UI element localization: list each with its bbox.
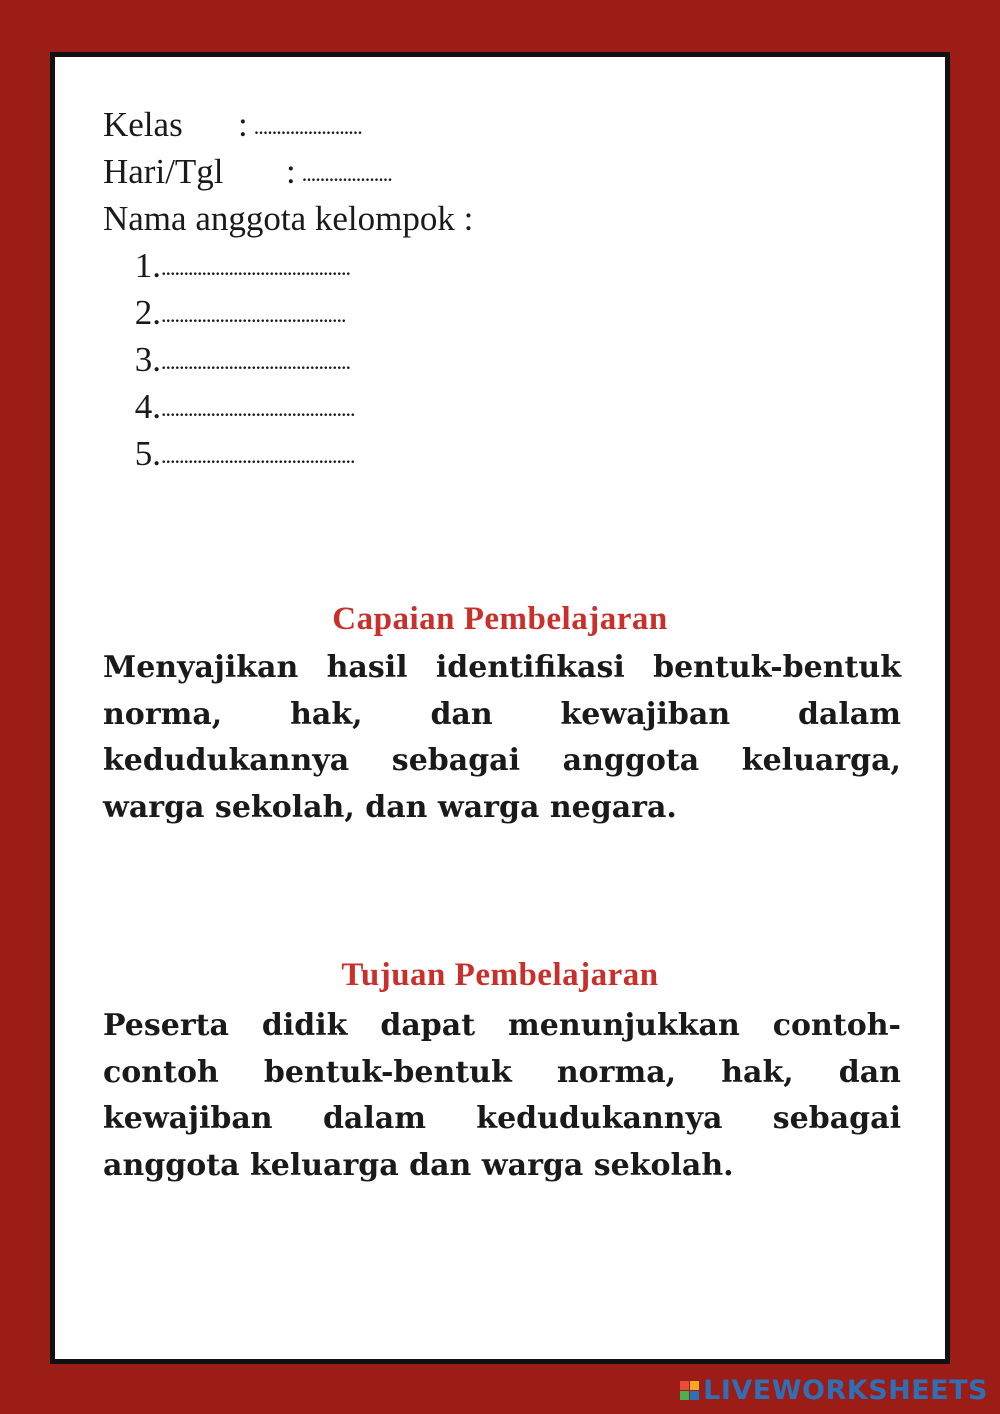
- hari-label: Hari/Tgl: [103, 152, 224, 191]
- anggota-label: Nama anggota kelompok :: [103, 199, 474, 238]
- capaian-title: Capaian Pembelajaran: [332, 601, 668, 637]
- tujuan-body: Peserta didik dapat menunjukkan contoh-contoh bentuk-bentuk norma, hak, dan kewajiban dalam kedudukannya sebagai anggota keluarga dan warga sekolah.: [103, 1008, 901, 1183]
- watermark-text: LIVEWORKSHEETS: [703, 1375, 988, 1406]
- liveworksheets-watermark[interactable]: [680, 1375, 988, 1406]
- member-item: [103, 242, 473, 289]
- member-field[interactable]: ..........................................: [161, 349, 350, 374]
- anggota-row: [103, 195, 473, 242]
- member-item: [103, 336, 473, 383]
- student-info: [103, 101, 473, 477]
- hari-row: [103, 148, 473, 195]
- kelas-row: [103, 101, 473, 148]
- member-list: [103, 242, 473, 477]
- hari-field[interactable]: ....................: [301, 161, 392, 186]
- kelas-label: Kelas: [103, 105, 183, 144]
- kelas-colon: :: [238, 105, 248, 144]
- hari-colon: :: [286, 152, 296, 191]
- member-number: 1.: [134, 246, 161, 285]
- member-field[interactable]: ...........................................: [161, 396, 355, 421]
- liveworksheets-logo-icon: [680, 1381, 699, 1400]
- kelas-field[interactable]: ........................: [253, 114, 362, 139]
- member-field[interactable]: ...........................................: [161, 443, 355, 468]
- member-item: [103, 430, 473, 477]
- capaian-body: Menyajikan hasil identifikasi bentuk-bentuk norma, hak, dan kewajiban dalam kedudukannya sebagai anggota keluarga, warga sekolah, dan warga negara.: [103, 650, 901, 825]
- member-number: 2.: [134, 293, 161, 332]
- member-item: [103, 383, 473, 430]
- tujuan-title: Tujuan Pembelajaran: [341, 957, 659, 993]
- member-number: 4.: [134, 387, 161, 426]
- member-field[interactable]: .........................................: [161, 302, 346, 327]
- member-number: 5.: [134, 434, 161, 473]
- worksheet-sheet: [50, 52, 950, 1364]
- member-number: 3.: [134, 340, 161, 379]
- member-field[interactable]: ..........................................: [161, 255, 350, 280]
- member-item: [103, 289, 473, 336]
